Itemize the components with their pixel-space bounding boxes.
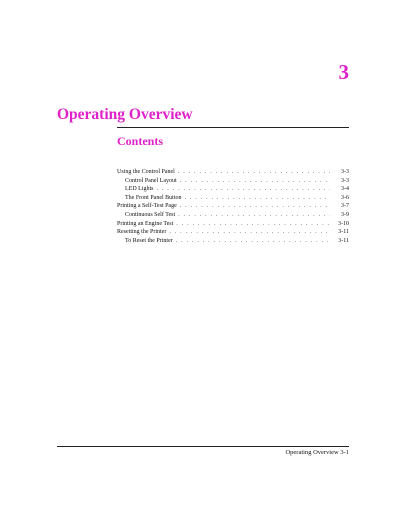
toc-entry-label: Resetting the Printer xyxy=(117,229,167,236)
toc-entry[interactable] xyxy=(117,211,349,220)
footer-divider xyxy=(57,446,349,447)
toc-dot-leader xyxy=(176,220,330,229)
toc-entry-page: 3-11 xyxy=(338,229,349,236)
toc-entry-page: 3-3 xyxy=(341,169,349,175)
toc-entry-label: LED Lights xyxy=(125,186,154,193)
toc-entry[interactable] xyxy=(117,168,349,177)
toc-dot-leader xyxy=(169,228,330,237)
toc-entry-page: 3-11 xyxy=(338,237,349,244)
title-divider xyxy=(117,127,349,128)
toc-entry-page: 3-10 xyxy=(338,220,349,227)
toc-entry-page: 3-7 xyxy=(341,203,349,210)
toc-dot-leader xyxy=(180,177,330,186)
toc-entry[interactable] xyxy=(117,177,349,186)
toc-entry[interactable] xyxy=(117,220,349,229)
toc-entry[interactable] xyxy=(117,237,349,246)
toc-dot-leader xyxy=(176,237,330,246)
toc-dot-leader xyxy=(180,202,330,211)
toc-dot-leader xyxy=(185,194,331,203)
toc-dot-leader xyxy=(178,168,330,177)
toc-entry-page: 3-4 xyxy=(341,186,349,193)
toc-entry-label: To Reset the Printer xyxy=(125,237,173,244)
toc-entry[interactable] xyxy=(117,202,349,211)
toc-entry-label: Printing a Self-Test Page xyxy=(117,203,177,210)
chapter-number: 3 xyxy=(338,60,349,84)
page-footer: Operating Overview 3-1 xyxy=(285,449,349,456)
toc-entry-label: Using the Control Panel xyxy=(117,169,175,175)
toc-entry[interactable] xyxy=(117,228,349,237)
table-of-contents xyxy=(117,168,349,245)
toc-entry-page: 3-9 xyxy=(341,211,349,218)
toc-entry[interactable] xyxy=(117,185,349,194)
toc-entry[interactable] xyxy=(117,194,349,203)
toc-dot-leader xyxy=(178,211,330,220)
toc-dot-leader xyxy=(157,185,331,194)
contents-heading: Contents xyxy=(117,134,164,148)
toc-entry-label: Control Panel Layout xyxy=(125,177,177,184)
toc-entry-page: 3-3 xyxy=(341,177,349,184)
toc-entry-page: 3-6 xyxy=(341,194,349,201)
chapter-title: Operating Overview xyxy=(57,106,193,123)
toc-entry-label: The Front Panel Button xyxy=(125,194,182,201)
toc-entry-label: Continuous Self Test xyxy=(125,211,176,218)
toc-entry-label: Printing an Engine Test xyxy=(117,220,174,227)
